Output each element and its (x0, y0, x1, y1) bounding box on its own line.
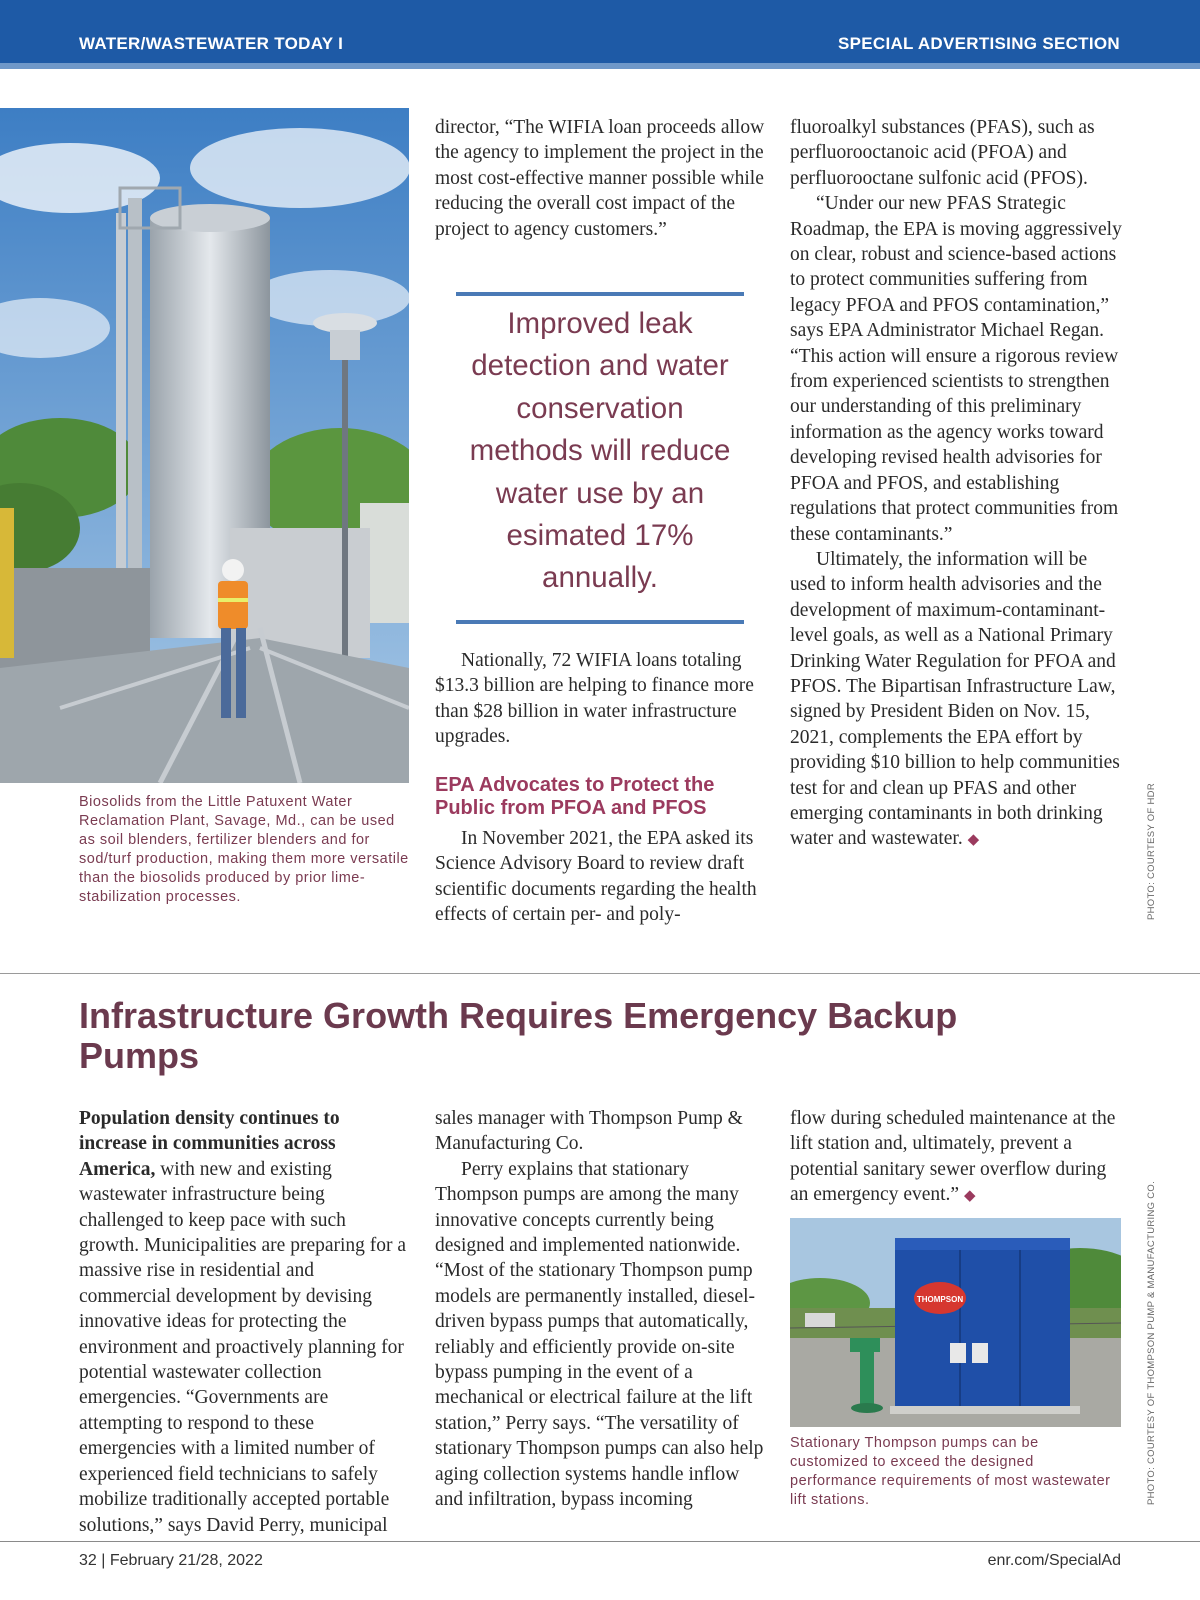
end-mark: ◆ (967, 832, 980, 849)
footer-rule (0, 1541, 1200, 1542)
paragraph: “Under our new PFAS Strategic Roadmap, the EPA is moving aggressively on clear, robust and science-based actions to protect communities suffering from legacy PFOA and PFOS contamination,” says EPA Administrator Michael Regan. “This action will ensure a rigorous review from experienced scientists to strengthen our understanding of this preliminary information as the agency works toward developing revised health advisories for PFOA and PFOS, and establishing regulations that protect communities from these contaminants.” (790, 193, 1122, 545)
article-headline: Infrastructure Growth Requires Emergency Backup Pumps (79, 995, 958, 1076)
photo-credit: PHOTO: COURTESY OF HDR (1146, 783, 1157, 920)
thompson-pump-photo (790, 1218, 1121, 1427)
end-mark: ◆ (963, 1188, 976, 1205)
paragraph: Perry explains that stationary Thompson pumps are among the many innovative concepts currently being designed and implemented nationwide. “Most of the stationary Thompson pump models are permanently installed, diesel-driven bypass pumps that automatically, reliably and efficiently provide on-site bypass pumping in the event of a mechanical or electrical failure at the lift station,” Perry says. “The versatility of stationary Thompson pumps can also help aging collection systems handle inflow and infiltration, bypass incoming (435, 1158, 764, 1511)
paragraph: Nationally, 72 WIFIA loans totaling $13.3 billion are helping to finance more than $28 billion in water infrastructure upgrades. (435, 650, 754, 748)
header-accent-line (0, 63, 1200, 69)
photo-caption: Biosolids from the Little Patuxent Water Reclamation Plant, Savage, Md., can be used as soil blenders, fertilizer blenders and for sod/turf production, making them more versatile than the biosolids produced by prior lime-stabilization processes. (79, 794, 409, 905)
header-bar (0, 0, 1200, 63)
paragraph: fluoroalkyl substances (PFAS), such as perfluorooctanoic acid (PFOA) and perfluorooctane sulfonic acid (PFOS). (790, 117, 1095, 189)
article-text-column (790, 1106, 1123, 1210)
photo-credit: PHOTO: COURTESY OF THOMPSON PUMP & MANUFACTURING CO. (1146, 1180, 1157, 1505)
publication-section-label: WATER/WASTEWATER TODAY I (79, 34, 344, 53)
paragraph: sales manager with Thompson Pump & Manufacturing Co. (435, 1108, 743, 1155)
article-text-column (435, 1106, 771, 1513)
pull-quote: Improved leak detection and water conservation methods will reduce water use by an esimated 17% annually. (456, 292, 744, 624)
section-subheading: EPA Advocates to Protect the Public from PFOA and PFOS (435, 774, 715, 820)
photo-caption: Stationary Thompson pumps can be customized to exceed the designed performance requirements of most wastewater lift stations. (790, 1435, 1111, 1508)
article-text-column (435, 115, 765, 242)
paragraph: Ultimately, the information will be used to inform health advisories and the development of maximum-contaminant-level goals, as well as a National Primary Drinking Water Regulation for PFOA and PFOS. The Bipartisan Infrastructure Law, signed by President Biden on Nov. 15, 2021, complements the EPA effort by providing $10 billion to help communities test for and clean up PFAS and other emerging contaminants in both drinking water and wastewater. (790, 548, 1120, 850)
paragraph: flow during scheduled maintenance at the lift station and, ultimately, prevent a potential sanitary sewer overflow during an emergency event.” (790, 1108, 1116, 1206)
article-text-column (435, 826, 771, 928)
paragraph: In November 2021, the EPA asked its Science Advisory Board to review draft scientific documents regarding the health effects of certain per- and poly- (435, 828, 757, 926)
pump-brand-label: THOMPSON (916, 1295, 964, 1304)
article-text-column (435, 648, 771, 750)
article-text-column (79, 1106, 409, 1538)
article-text-column (790, 115, 1123, 854)
section-divider (0, 973, 1200, 974)
lead-in: Population density continues to increase in communities across America, (79, 1108, 340, 1180)
special-section-label: SPECIAL ADVERTISING SECTION (837, 34, 1120, 53)
page-folio: 32 | February 21/28, 2022 (79, 1552, 263, 1569)
paragraph: director, “The WIFIA loan proceeds allow the agency to implement the project in the most cost-effective manner possible while reducing the overall cost impact of the project to agency customers.” (435, 117, 765, 240)
paragraph: with new and existing wastewater infrastructure being challenged to keep pace with such growth. Municipalities are preparing for a massive rise in residential and commercial development by devising innovative ideas for protecting the environment and proactively planning for potential wastewater collection emergencies. “Governments are attempting to respond to these emergencies with a limited number of experienced field technicians to safely mobilize traditionally accepted portable solutions,” says David Perry, municipal (79, 1158, 407, 1536)
biosolids-plant-photo (0, 108, 409, 783)
footer-url: enr.com/SpecialAd (987, 1552, 1121, 1569)
